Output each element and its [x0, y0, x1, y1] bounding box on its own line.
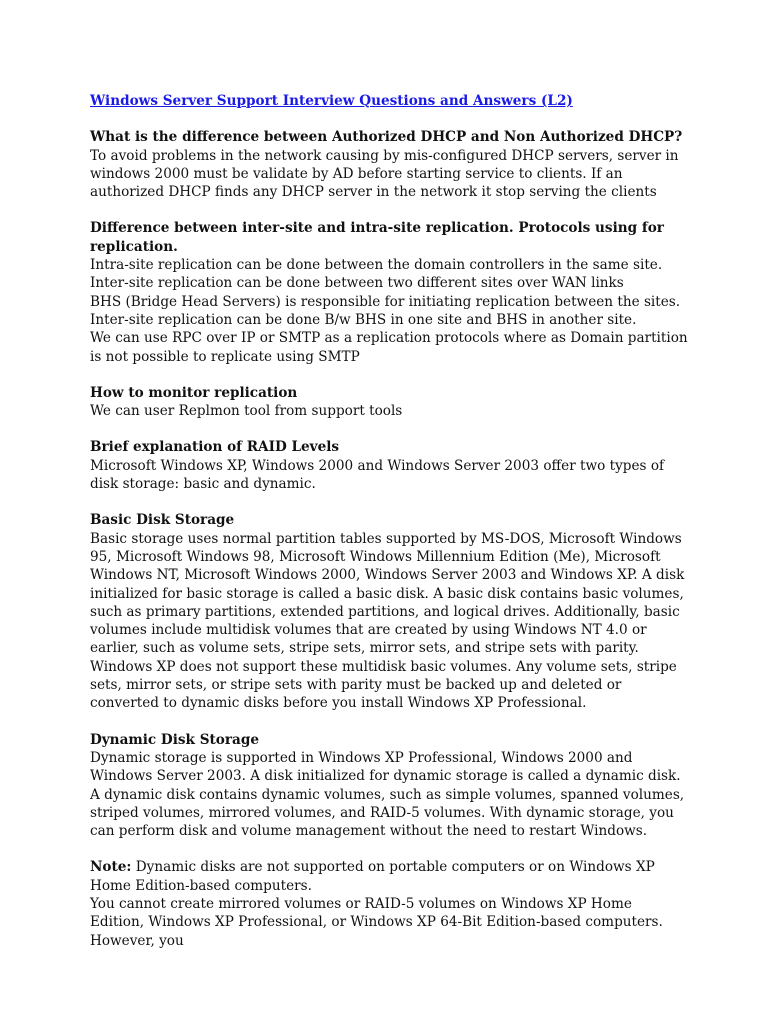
note-continuation: You cannot create mirrored volumes or RAID-5 volumes on Windows XP Home Edition, Windows XP Professional, or Windows XP 64-Bit Edition-based computers. However, you [90, 895, 663, 949]
section-paragraph: We can use RPC over IP or SMTP as a replication protocols where as Domain partition is not possible to replicate using SMTP [90, 330, 688, 365]
section-heading: What is the difference between Authorized DHCP and Non Authorized DHCP? [90, 129, 683, 146]
section-replication [90, 219, 690, 365]
section-paragraph: We can user Replmon tool from support tools [90, 403, 403, 420]
section-paragraph: To avoid problems in the network causing by mis-configured DHCP servers, server in windows 2000 must be validate by AD before starting service to clients. If an authorized DHCP finds any DHCP server in the network it stop serving the clients [90, 147, 679, 201]
section-heading: Dynamic Disk Storage [90, 731, 259, 748]
section-paragraph: Basic storage uses normal partition tables supported by MS-DOS, Microsoft Windows 95, Microsoft Windows 98, Microsoft Windows Millennium Edition (Me), Microsoft Windows NT, Microsoft Windows 2000, Windows Server 2003 and Windows XP. A disk initialized for basic storage is called a basic disk. A basic disk contains basic volumes, such as primary partitions, extended partitions, and logical drives. Additionally, basic volumes include multidisk volumes that are created by using Windows NT 4.0 or earlier, such as volume sets, stripe sets, mirror sets, and stripe sets with parity. Windows XP does not support these multidisk basic volumes. Any volume sets, stripe sets, mirror sets, or stripe sets with parity must be backed up and deleted or converted to dynamic disks before you install Windows XP Professional. [90, 530, 685, 712]
section-basic-disk [90, 511, 690, 712]
section-note [90, 858, 690, 949]
section-dynamic-disk [90, 731, 690, 841]
section-paragraph: Dynamic storage is supported in Windows XP Professional, Windows 2000 and Windows Server 2003. A disk initialized for dynamic storage is called a dynamic disk. A dynamic disk contains dynamic volumes, such as simple volumes, spanned volumes, striped volumes, mirrored volumes, and RAID-5 volumes. With dynamic storage, you can perform disk and volume management without the need to restart Windows. [90, 749, 685, 840]
document-title-link[interactable]: Windows Server Support Interview Questions and Answers (L2) [90, 93, 573, 109]
section-heading: Brief explanation of RAID Levels [90, 439, 340, 456]
section-monitor-replication [90, 384, 690, 421]
section-dhcp [90, 128, 690, 201]
note-label: Note: [90, 859, 132, 876]
section-paragraph: BHS (Bridge Head Servers) is responsible for initiating replication between the sites. Inter-site replication can be done B/w BHS in one site and BHS in another site. [90, 293, 681, 328]
section-heading: How to monitor replication [90, 384, 298, 401]
section-heading: Basic Disk Storage [90, 512, 235, 529]
section-heading: Difference between inter-site and intra-site replication. Protocols using for replication. [90, 220, 664, 255]
note-text: Dynamic disks are not supported on portable computers or on Windows XP Home Edition-based computers. [90, 859, 655, 894]
section-paragraph: Intra-site replication can be done between the domain controllers in the same site. Inter-site replication can be done between two different sites over WAN links [90, 257, 663, 292]
section-raid-levels [90, 438, 690, 493]
document-page [90, 92, 690, 968]
section-paragraph: Microsoft Windows XP, Windows 2000 and Windows Server 2003 offer two types of disk storage: basic and dynamic. [90, 457, 665, 493]
note-paragraph [90, 858, 690, 895]
